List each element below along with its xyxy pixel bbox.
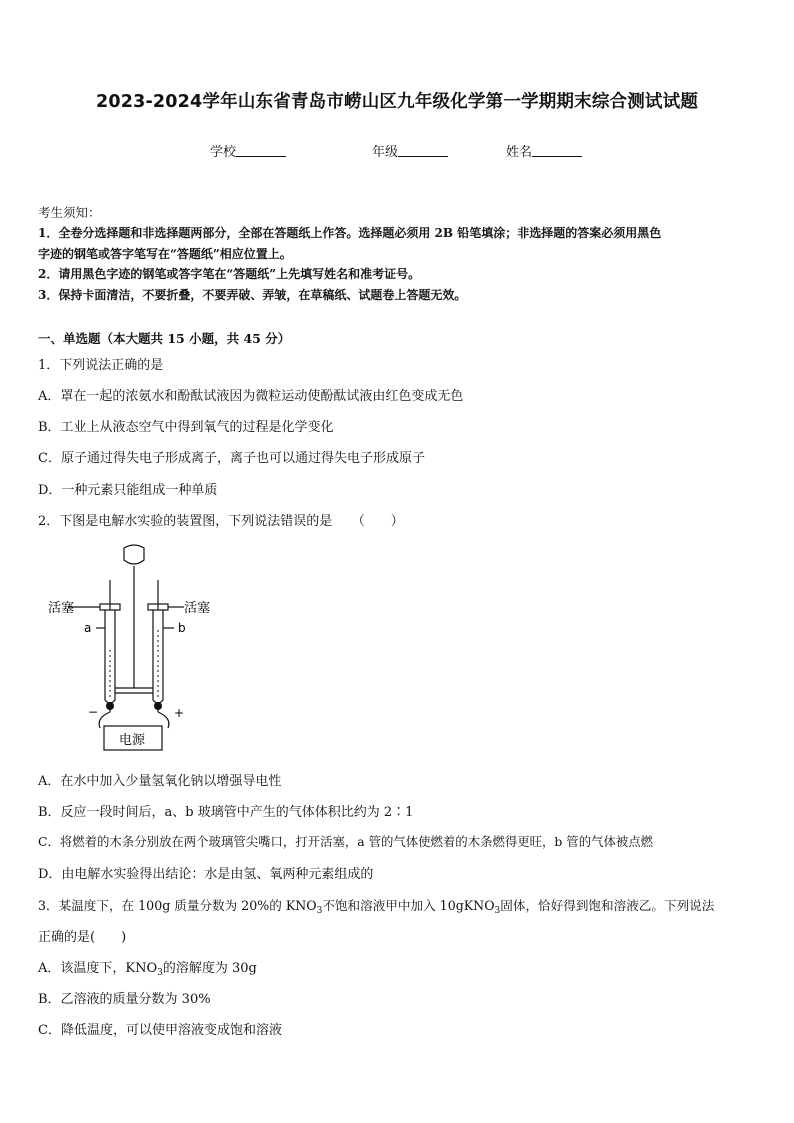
q3-option-b: B．乙溶液的质量分数为 30% bbox=[38, 992, 211, 1007]
q1-option-a: A．罩在一起的浓氨水和酚酞试液因为微粒运动使酚酞试液由红色变成无色 bbox=[38, 389, 464, 404]
plus-sign: + bbox=[174, 706, 185, 720]
school-field[interactable] bbox=[210, 141, 286, 160]
q3-stem-c: 固体，恰好得到饱和溶液乙。下列说法 bbox=[500, 898, 715, 913]
grade-field[interactable] bbox=[372, 141, 448, 160]
name-field[interactable] bbox=[506, 141, 582, 160]
q2-stem: 2．下图是电解水实验的装置图，下列说法错误的是 （ ） bbox=[38, 514, 404, 529]
name-label: 姓名 bbox=[506, 145, 533, 160]
q3-option-a-sub: 3 bbox=[157, 968, 163, 978]
valve-right-label: 活塞 bbox=[184, 601, 211, 616]
q2-option-d: D．由电解水实验得出结论：水是由氢、氧两种元素组成的 bbox=[38, 867, 374, 882]
q3-sub-2: 3 bbox=[494, 906, 501, 916]
q1-stem: 1．下列说法正确的是 bbox=[38, 358, 164, 373]
notice-heading: 考生须知： bbox=[38, 205, 101, 220]
name-blank bbox=[532, 144, 582, 157]
page-title: 2023-2024学年山东省青岛市崂山区九年级化学第一学期期末综合测试试题 bbox=[95, 92, 699, 112]
q3-option-a bbox=[38, 957, 257, 978]
grade-label: 年级 bbox=[372, 145, 399, 160]
q3-stem bbox=[38, 895, 714, 916]
tube-b-label: b bbox=[178, 621, 186, 635]
q3-stem-a: 3．某温度下，在 100g 质量分数为 20%的 KNO bbox=[38, 898, 317, 913]
tube-a-label: a bbox=[84, 621, 92, 635]
power-label: 电源 bbox=[119, 733, 146, 748]
q2-option-a: A．在水中加入少量氢氧化钠以增强导电性 bbox=[38, 774, 282, 789]
notice-line-2: 2．请用黑色字迹的钢笔或答字笔在“答题纸”上先填写姓名和准考证号。 bbox=[38, 267, 421, 281]
water-reservoir bbox=[124, 545, 144, 564]
minus-sign: − bbox=[88, 705, 99, 719]
electrolysis-diagram bbox=[38, 540, 228, 755]
q3-option-a-part1: A．该温度下，KNO bbox=[38, 961, 158, 976]
q1-option-b: B．工业上从液态空气中得到氧气的过程是化学变化 bbox=[38, 420, 334, 435]
q3-option-a-part2: 的溶解度为 30g bbox=[162, 961, 257, 976]
grade-blank bbox=[398, 144, 448, 157]
notice-line-1a: 1．全卷分选择题和非选择题两部分，全部在答题纸上作答。选择题必须用 2B 铅笔填涂；非选择题的答案必须用黑色 bbox=[38, 226, 662, 240]
school-blank bbox=[236, 144, 286, 157]
q2-option-c: C．将燃着的木条分别放在两个玻璃管尖嘴口，打开活塞，a 管的气体使燃着的木条燃得更旺，b 管的气体被点燃 bbox=[38, 834, 654, 849]
q3-stem-line2: 正确的是( ) bbox=[38, 930, 127, 945]
q3-option-c: C．降低温度，可以使甲溶液变成饱和溶液 bbox=[38, 1023, 282, 1038]
q3-sub-1: 3 bbox=[316, 906, 323, 916]
q3-stem-b: 不饱和溶液甲中加入 10gKNO bbox=[322, 898, 495, 913]
school-label: 学校 bbox=[210, 145, 237, 160]
q1-option-c: C．原子通过得失电子形成离子，离子也可以通过得失电子形成原子 bbox=[38, 451, 425, 466]
notice-line-3: 3．保持卡面清洁，不要折叠，不要弄破、弄皱，在草稿纸、试题卷上答题无效。 bbox=[38, 288, 467, 302]
q1-option-d: D．一种元素只能组成一种单质 bbox=[38, 483, 218, 498]
notice-line-1b: 字迹的钢笔或答字笔写在“答题纸”相应位置上。 bbox=[38, 247, 292, 261]
q2-option-b: B．反应一段时间后，a、b 玻璃管中产生的气体体积比约为 2∶1 bbox=[38, 805, 414, 820]
section-heading: 一、单选题（本大题共 15 小题，共 45 分） bbox=[38, 331, 291, 346]
valve-left-label: 活塞 bbox=[48, 601, 75, 616]
